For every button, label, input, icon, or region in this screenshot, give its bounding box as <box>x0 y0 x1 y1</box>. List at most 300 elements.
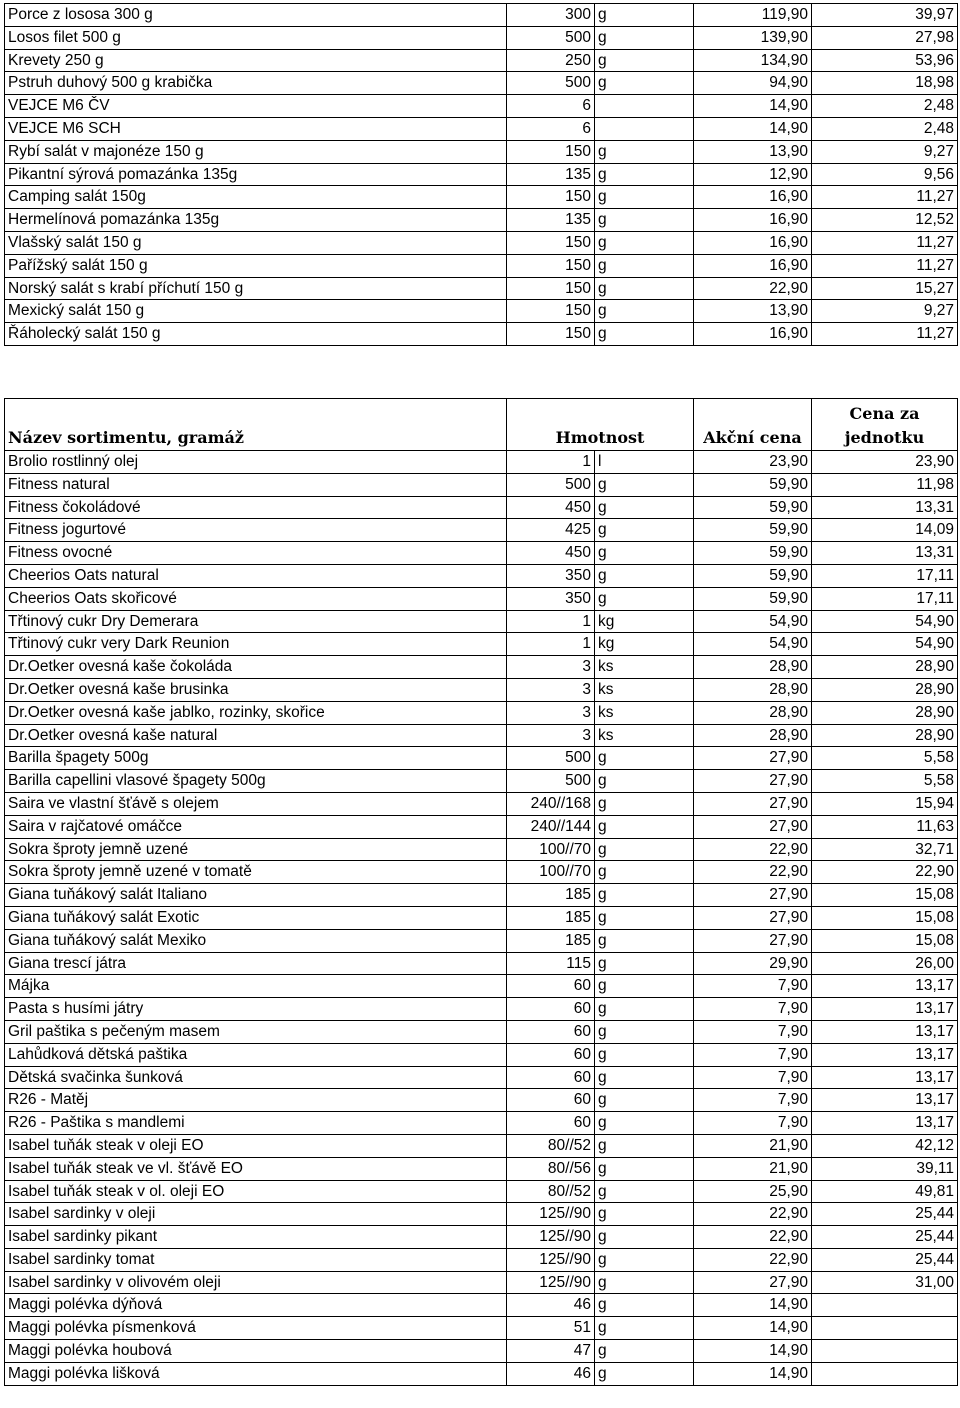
weight-cell: 500 <box>507 747 595 770</box>
unit-cell: g <box>595 277 694 300</box>
weight-cell: 150 <box>507 140 595 163</box>
unit-cell: g <box>595 519 694 542</box>
unit-cell: g <box>595 542 694 565</box>
table-row <box>5 1066 958 1089</box>
weight-cell: 150 <box>507 254 595 277</box>
table-row <box>5 1317 958 1340</box>
weight-cell: 3 <box>507 724 595 747</box>
table-row <box>5 998 958 1021</box>
unit-cell <box>595 117 694 140</box>
table-row <box>5 1271 958 1294</box>
weight-cell: 125//90 <box>507 1203 595 1226</box>
unit-cell: l <box>595 451 694 474</box>
product-name-cell: Isabel sardinky pikant <box>5 1226 507 1249</box>
unit-cell: g <box>595 792 694 815</box>
sale-price-cell: 27,90 <box>694 770 812 793</box>
sale-price-cell: 7,90 <box>694 1089 812 1112</box>
unit-price-cell: 13,17 <box>812 998 958 1021</box>
sale-price-cell: 59,90 <box>694 473 812 496</box>
unit-cell: g <box>595 473 694 496</box>
sale-price-cell: 14,90 <box>694 117 812 140</box>
unit-cell: g <box>595 300 694 323</box>
table-row <box>5 140 958 163</box>
unit-price-cell: 25,44 <box>812 1203 958 1226</box>
product-name-cell: Fitness čokoládové <box>5 496 507 519</box>
unit-price-cell: 13,31 <box>812 542 958 565</box>
sale-price-cell: 7,90 <box>694 1112 812 1135</box>
product-name-cell: Camping salát 150g <box>5 186 507 209</box>
table-row <box>5 231 958 254</box>
weight-cell: 300 <box>507 4 595 27</box>
table-row <box>5 1020 958 1043</box>
unit-price-cell: 11,27 <box>812 231 958 254</box>
product-price-table-top <box>4 3 958 346</box>
unit-cell: g <box>595 747 694 770</box>
table-row <box>5 163 958 186</box>
table-row <box>5 1226 958 1249</box>
weight-cell: 125//90 <box>507 1226 595 1249</box>
unit-cell: g <box>595 163 694 186</box>
sale-price-cell: 14,90 <box>694 1340 812 1363</box>
unit-price-cell: 49,81 <box>812 1180 958 1203</box>
unit-price-cell: 14,09 <box>812 519 958 542</box>
product-name-cell: Dětská svačinka šunková <box>5 1066 507 1089</box>
unit-price-cell: 2,48 <box>812 95 958 118</box>
table-row <box>5 186 958 209</box>
table-row <box>5 49 958 72</box>
table-row <box>5 678 958 701</box>
unit-price-cell: 11,63 <box>812 815 958 838</box>
weight-cell: 350 <box>507 564 595 587</box>
sale-price-cell: 14,90 <box>694 1362 812 1385</box>
unit-price-cell: 5,58 <box>812 770 958 793</box>
table-row <box>5 770 958 793</box>
unit-price-cell: 11,27 <box>812 323 958 346</box>
product-name-cell: Dr.Oetker ovesná kaše natural <box>5 724 507 747</box>
weight-cell: 240//168 <box>507 792 595 815</box>
unit-price-cell: 17,11 <box>812 564 958 587</box>
product-name-cell: Gril paštika s pečeným masem <box>5 1020 507 1043</box>
header-unit-price: Cena za jednotku <box>812 399 958 451</box>
table-row <box>5 72 958 95</box>
table-row <box>5 254 958 277</box>
weight-cell: 185 <box>507 929 595 952</box>
unit-price-cell: 42,12 <box>812 1134 958 1157</box>
unit-cell: g <box>595 770 694 793</box>
weight-cell: 1 <box>507 633 595 656</box>
weight-cell: 60 <box>507 1089 595 1112</box>
sale-price-cell: 22,90 <box>694 277 812 300</box>
unit-cell: g <box>595 496 694 519</box>
unit-cell: g <box>595 1134 694 1157</box>
unit-cell: g <box>595 4 694 27</box>
sale-price-cell: 16,90 <box>694 186 812 209</box>
sale-price-cell: 139,90 <box>694 26 812 49</box>
unit-cell: g <box>595 1317 694 1340</box>
unit-price-cell: 13,17 <box>812 1066 958 1089</box>
sale-price-cell: 59,90 <box>694 496 812 519</box>
weight-cell: 150 <box>507 186 595 209</box>
sale-price-cell: 27,90 <box>694 884 812 907</box>
unit-cell: g <box>595 975 694 998</box>
unit-price-cell: 11,27 <box>812 186 958 209</box>
product-name-cell: Maggi polévka houbová <box>5 1340 507 1363</box>
sale-price-cell: 7,90 <box>694 975 812 998</box>
table-row <box>5 656 958 679</box>
table-row <box>5 519 958 542</box>
weight-cell: 150 <box>507 231 595 254</box>
product-name-cell: Třtinový cukr Dry Demerara <box>5 610 507 633</box>
product-name-cell: VEJCE M6 ČV <box>5 95 507 118</box>
sale-price-cell: 7,90 <box>694 1066 812 1089</box>
unit-cell: g <box>595 815 694 838</box>
sale-price-cell: 13,90 <box>694 140 812 163</box>
unit-price-cell: 28,90 <box>812 724 958 747</box>
unit-cell: g <box>595 587 694 610</box>
table-row <box>5 975 958 998</box>
unit-cell: g <box>595 1340 694 1363</box>
product-name-cell: Pstruh duhový 500 g krabička <box>5 72 507 95</box>
table-row <box>5 1203 958 1226</box>
table-row <box>5 1340 958 1363</box>
product-name-cell: Sokra šproty jemně uzené <box>5 838 507 861</box>
unit-cell: g <box>595 186 694 209</box>
unit-cell: g <box>595 1294 694 1317</box>
weight-cell: 60 <box>507 1020 595 1043</box>
sale-price-cell: 7,90 <box>694 998 812 1021</box>
weight-cell: 240//144 <box>507 815 595 838</box>
unit-price-cell: 13,31 <box>812 496 958 519</box>
weight-cell: 115 <box>507 952 595 975</box>
weight-cell: 100//70 <box>507 838 595 861</box>
unit-price-cell: 39,97 <box>812 4 958 27</box>
sale-price-cell: 16,90 <box>694 231 812 254</box>
unit-price-cell: 27,98 <box>812 26 958 49</box>
unit-price-cell: 23,90 <box>812 451 958 474</box>
unit-price-cell: 15,08 <box>812 929 958 952</box>
sale-price-cell: 59,90 <box>694 564 812 587</box>
unit-cell: g <box>595 952 694 975</box>
product-name-cell: Giana tuňákový salát Italiano <box>5 884 507 907</box>
sale-price-cell: 119,90 <box>694 4 812 27</box>
sale-price-cell: 16,90 <box>694 254 812 277</box>
product-name-cell: Brolio rostlinný olej <box>5 451 507 474</box>
sale-price-cell: 28,90 <box>694 724 812 747</box>
sale-price-cell: 59,90 <box>694 587 812 610</box>
table-row <box>5 1157 958 1180</box>
sale-price-cell: 22,90 <box>694 1226 812 1249</box>
unit-price-cell: 53,96 <box>812 49 958 72</box>
product-name-cell: Fitness jogurtové <box>5 519 507 542</box>
sale-price-cell: 59,90 <box>694 519 812 542</box>
table-row <box>5 542 958 565</box>
sale-price-cell: 29,90 <box>694 952 812 975</box>
unit-price-cell: 17,11 <box>812 587 958 610</box>
unit-cell: g <box>595 564 694 587</box>
sale-price-cell: 21,90 <box>694 1157 812 1180</box>
weight-cell: 500 <box>507 473 595 496</box>
unit-cell: g <box>595 254 694 277</box>
unit-price-cell: 28,90 <box>812 678 958 701</box>
weight-cell: 350 <box>507 587 595 610</box>
product-name-cell: Isabel tuňák steak v ol. oleji EO <box>5 1180 507 1203</box>
weight-cell: 1 <box>507 610 595 633</box>
weight-cell: 150 <box>507 300 595 323</box>
unit-cell: g <box>595 929 694 952</box>
unit-price-cell: 9,27 <box>812 300 958 323</box>
weight-cell: 3 <box>507 678 595 701</box>
sale-price-cell: 134,90 <box>694 49 812 72</box>
product-name-cell: Sokra šproty jemně uzené v tomatě <box>5 861 507 884</box>
weight-cell: 250 <box>507 49 595 72</box>
sale-price-cell: 27,90 <box>694 929 812 952</box>
product-name-cell: R26 - Paštika s mandlemi <box>5 1112 507 1135</box>
product-name-cell: Giana trescí játra <box>5 952 507 975</box>
sale-price-cell: 54,90 <box>694 633 812 656</box>
unit-cell <box>595 95 694 118</box>
weight-cell: 3 <box>507 656 595 679</box>
table-row <box>5 1043 958 1066</box>
unit-price-cell: 22,90 <box>812 861 958 884</box>
product-name-cell: Isabel tuňák steak v oleji EO <box>5 1134 507 1157</box>
unit-cell: ks <box>595 701 694 724</box>
product-name-cell: Maggi polévka dýňová <box>5 1294 507 1317</box>
unit-price-cell: 9,27 <box>812 140 958 163</box>
weight-cell: 185 <box>507 884 595 907</box>
unit-price-cell: 54,90 <box>812 610 958 633</box>
table-row <box>5 952 958 975</box>
product-name-cell: Isabel sardinky tomat <box>5 1248 507 1271</box>
product-price-table-main <box>4 398 958 1386</box>
weight-cell: 500 <box>507 72 595 95</box>
unit-cell: g <box>595 26 694 49</box>
unit-price-cell: 25,44 <box>812 1248 958 1271</box>
product-name-cell: Losos filet 500 g <box>5 26 507 49</box>
unit-price-cell <box>812 1340 958 1363</box>
sale-price-cell: 27,90 <box>694 747 812 770</box>
table-row <box>5 496 958 519</box>
unit-price-cell: 28,90 <box>812 656 958 679</box>
unit-cell: g <box>595 1362 694 1385</box>
product-name-cell: Májka <box>5 975 507 998</box>
table-body <box>5 451 958 1386</box>
unit-cell: g <box>595 1089 694 1112</box>
unit-cell: g <box>595 1248 694 1271</box>
product-name-cell: VEJCE M6 SCH <box>5 117 507 140</box>
weight-cell: 150 <box>507 277 595 300</box>
table-row <box>5 1294 958 1317</box>
weight-cell: 500 <box>507 770 595 793</box>
table-row <box>5 838 958 861</box>
product-name-cell: Isabel sardinky v olivovém oleji <box>5 1271 507 1294</box>
unit-price-cell: 13,17 <box>812 1089 958 1112</box>
table-row <box>5 323 958 346</box>
table-row <box>5 1089 958 1112</box>
sale-price-cell: 27,90 <box>694 906 812 929</box>
unit-price-cell: 31,00 <box>812 1271 958 1294</box>
table-row <box>5 724 958 747</box>
sale-price-cell: 23,90 <box>694 451 812 474</box>
weight-cell: 47 <box>507 1340 595 1363</box>
weight-cell: 450 <box>507 496 595 519</box>
unit-cell: g <box>595 231 694 254</box>
product-name-cell: Vlašský salát 150 g <box>5 231 507 254</box>
table-row <box>5 633 958 656</box>
product-name-cell: Krevety 250 g <box>5 49 507 72</box>
product-name-cell: Fitness ovocné <box>5 542 507 565</box>
product-name-cell: Dr.Oetker ovesná kaše čokoláda <box>5 656 507 679</box>
sale-price-cell: 54,90 <box>694 610 812 633</box>
unit-price-cell <box>812 1362 958 1385</box>
table-row <box>5 815 958 838</box>
table-row <box>5 861 958 884</box>
unit-cell: g <box>595 323 694 346</box>
sale-price-cell: 22,90 <box>694 1203 812 1226</box>
sale-price-cell: 27,90 <box>694 815 812 838</box>
product-name-cell: Isabel tuňák steak ve vl. šťávě EO <box>5 1157 507 1180</box>
unit-price-cell: 28,90 <box>812 701 958 724</box>
unit-price-cell <box>812 1317 958 1340</box>
product-name-cell: Barilla špagety 500g <box>5 747 507 770</box>
sale-price-cell: 16,90 <box>694 323 812 346</box>
table-row <box>5 792 958 815</box>
table-row <box>5 277 958 300</box>
weight-cell: 450 <box>507 542 595 565</box>
product-name-cell: Hermelínová pomazánka 135g <box>5 209 507 232</box>
product-name-cell: Saira ve vlastní šťávě s olejem <box>5 792 507 815</box>
weight-cell: 60 <box>507 975 595 998</box>
unit-cell: ks <box>595 724 694 747</box>
unit-cell: g <box>595 1043 694 1066</box>
sale-price-cell: 28,90 <box>694 656 812 679</box>
weight-cell: 60 <box>507 1043 595 1066</box>
weight-cell: 60 <box>507 998 595 1021</box>
table-row <box>5 701 958 724</box>
unit-price-cell <box>812 1294 958 1317</box>
sale-price-cell: 22,90 <box>694 1248 812 1271</box>
table-row <box>5 473 958 496</box>
unit-price-cell: 13,17 <box>812 975 958 998</box>
product-name-cell: Pikantní sýrová pomazánka 135g <box>5 163 507 186</box>
table-header-row <box>5 399 958 451</box>
table-row <box>5 300 958 323</box>
unit-cell: g <box>595 72 694 95</box>
unit-price-cell: 15,94 <box>812 792 958 815</box>
unit-cell: g <box>595 838 694 861</box>
header-product-name: Název sortimentu, gramáž <box>5 399 507 451</box>
product-name-cell: Isabel sardinky v oleji <box>5 1203 507 1226</box>
header-sale-price: Akční cena <box>694 399 812 451</box>
weight-cell: 500 <box>507 26 595 49</box>
weight-cell: 6 <box>507 95 595 118</box>
header-weight: Hmotnost <box>507 399 694 451</box>
table-body <box>5 4 958 346</box>
unit-cell: kg <box>595 633 694 656</box>
product-name-cell: Pasta s husími játry <box>5 998 507 1021</box>
table-row <box>5 117 958 140</box>
product-name-cell: Řáholecký salát 150 g <box>5 323 507 346</box>
unit-price-cell: 15,08 <box>812 906 958 929</box>
table-row <box>5 1112 958 1135</box>
weight-cell: 100//70 <box>507 861 595 884</box>
table-row <box>5 451 958 474</box>
table-row <box>5 906 958 929</box>
product-name-cell: Třtinový cukr very Dark Reunion <box>5 633 507 656</box>
table-row <box>5 929 958 952</box>
product-name-cell: Maggi polévka lišková <box>5 1362 507 1385</box>
sale-price-cell: 21,90 <box>694 1134 812 1157</box>
product-name-cell: Fitness natural <box>5 473 507 496</box>
weight-cell: 80//52 <box>507 1134 595 1157</box>
unit-price-cell: 18,98 <box>812 72 958 95</box>
unit-price-cell: 11,98 <box>812 473 958 496</box>
sale-price-cell: 14,90 <box>694 95 812 118</box>
table-row <box>5 747 958 770</box>
sale-price-cell: 22,90 <box>694 838 812 861</box>
sale-price-cell: 14,90 <box>694 1294 812 1317</box>
unit-price-cell: 13,17 <box>812 1112 958 1135</box>
sale-price-cell: 12,90 <box>694 163 812 186</box>
weight-cell: 135 <box>507 209 595 232</box>
sale-price-cell: 28,90 <box>694 701 812 724</box>
table-row <box>5 1248 958 1271</box>
unit-price-cell: 25,44 <box>812 1226 958 1249</box>
table-row <box>5 610 958 633</box>
product-name-cell: Lahůdková dětská paštika <box>5 1043 507 1066</box>
unit-cell: g <box>595 861 694 884</box>
unit-price-cell: 15,27 <box>812 277 958 300</box>
unit-cell: g <box>595 1157 694 1180</box>
product-name-cell: Giana tuňákový salát Mexiko <box>5 929 507 952</box>
unit-cell: g <box>595 1271 694 1294</box>
product-name-cell: Dr.Oetker ovesná kaše brusinka <box>5 678 507 701</box>
unit-cell: g <box>595 1180 694 1203</box>
unit-cell: g <box>595 1112 694 1135</box>
unit-price-cell: 32,71 <box>812 838 958 861</box>
weight-cell: 150 <box>507 323 595 346</box>
product-name-cell: Rybí salát v majonéze 150 g <box>5 140 507 163</box>
sale-price-cell: 27,90 <box>694 1271 812 1294</box>
product-name-cell: Cheerios Oats natural <box>5 564 507 587</box>
product-name-cell: R26 - Matěj <box>5 1089 507 1112</box>
product-name-cell: Saira v rajčatové omáčce <box>5 815 507 838</box>
product-name-cell: Barilla capellini vlasové špagety 500g <box>5 770 507 793</box>
table-row <box>5 587 958 610</box>
unit-cell: ks <box>595 678 694 701</box>
unit-cell: g <box>595 906 694 929</box>
unit-price-cell: 13,17 <box>812 1020 958 1043</box>
table-row <box>5 95 958 118</box>
product-name-cell: Pařížský salát 150 g <box>5 254 507 277</box>
sale-price-cell: 25,90 <box>694 1180 812 1203</box>
unit-price-cell: 15,08 <box>812 884 958 907</box>
product-name-cell: Maggi polévka písmenková <box>5 1317 507 1340</box>
sale-price-cell: 7,90 <box>694 1020 812 1043</box>
table-row <box>5 564 958 587</box>
sale-price-cell: 27,90 <box>694 792 812 815</box>
unit-price-cell: 9,56 <box>812 163 958 186</box>
sale-price-cell: 94,90 <box>694 72 812 95</box>
weight-cell: 135 <box>507 163 595 186</box>
unit-cell: ks <box>595 656 694 679</box>
weight-cell: 185 <box>507 906 595 929</box>
table-row <box>5 1134 958 1157</box>
unit-price-cell: 13,17 <box>812 1043 958 1066</box>
unit-cell: g <box>595 1226 694 1249</box>
weight-cell: 125//90 <box>507 1248 595 1271</box>
table-row <box>5 884 958 907</box>
unit-cell: g <box>595 884 694 907</box>
